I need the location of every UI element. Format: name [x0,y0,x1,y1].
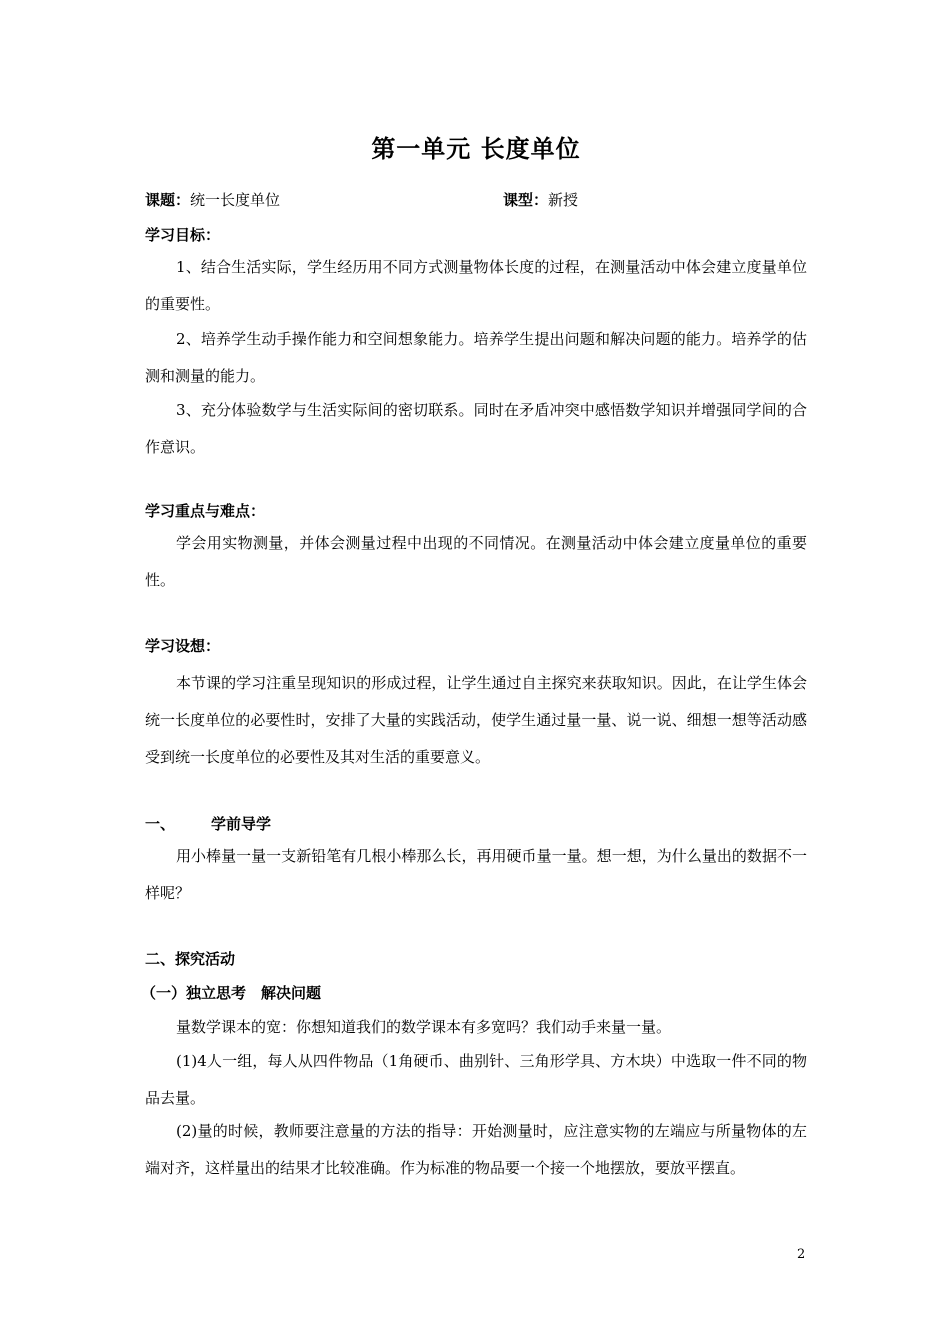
section-one-title: 学前导学 [211,815,272,833]
topic-value: 统一长度单位 [190,191,281,209]
section-two-heading: 二、探究活动 [145,950,236,968]
topic-label: 课题： [145,191,191,209]
design-heading: 学习设想： [145,637,221,655]
section-one-text: 用小棒量一量一支新铅笔有几根小棒那么长，再用硬币量一量。想一想，为什么量出的数据不一样呢？ [145,847,807,902]
page-number: 2 [797,1247,806,1262]
key-points-text: 学会用实物测量，并体会测量过程中出现的不同情况。在测量活动中体会建立度量单位的重要性。 [145,534,807,589]
section-two-subheading: （一）独立思考 解决问题 [141,984,322,1002]
section-two-paragraph-3: (2)量的时候，教师要注意量的方法的指导：开始测量时，应注意实物的左端应与所量物体的左端对齐，这样量出的结果才比较准确。作为标准的物品要一个接一个地摆放，要放平摆直。 [145,1122,807,1177]
objective-item-1: 1、结合生活实际，学生经历用不同方式测量物体长度的过程，在测量活动中体会建立度量单位的重要性。 [145,258,807,313]
lesson-type-value: 新授 [548,191,579,209]
section-one-heading [145,811,807,837]
topic-field [145,187,280,213]
design-text: 本节课的学习注重呈现知识的形成过程，让学生通过自主探究来获取知识。因此，在让学生体会统一长度单位的必要性时，安排了大量的实践活动，使学生通过量一量、说一说、细想一想等活动感受到统一长度单位的必要性及其对生活的重要意义。 [145,674,807,766]
section-two-paragraph-2: (1)4人一组，每人从四件物品（1角硬币、曲别针、三角形学具、方木块）中选取一件不同的物品去量。 [145,1052,807,1107]
section-two-paragraph-1: 量数学课本的宽：你想知道我们的数学课本有多宽吗？我们动手来量一量。 [176,1018,672,1036]
lesson-meta [145,187,807,213]
objectives-heading: 学习目标： [145,226,221,244]
lesson-type-label: 课型： [503,191,549,209]
objective-item-3: 3、充分体验数学与生活实际间的密切联系。同时在矛盾冲突中感悟数学知识并增强同学间的合作意识。 [145,401,807,456]
objective-item-2: 2、培养学生动手操作能力和空间想象能力。培养学生提出问题和解决问题的能力。培养学的估测和测量的能力。 [145,330,807,385]
key-points-heading: 学习重点与难点： [145,502,266,520]
lesson-type-field [503,187,578,213]
page-title: 第一单元 长度单位 [371,134,581,163]
section-one-number: 一、 [145,815,176,833]
